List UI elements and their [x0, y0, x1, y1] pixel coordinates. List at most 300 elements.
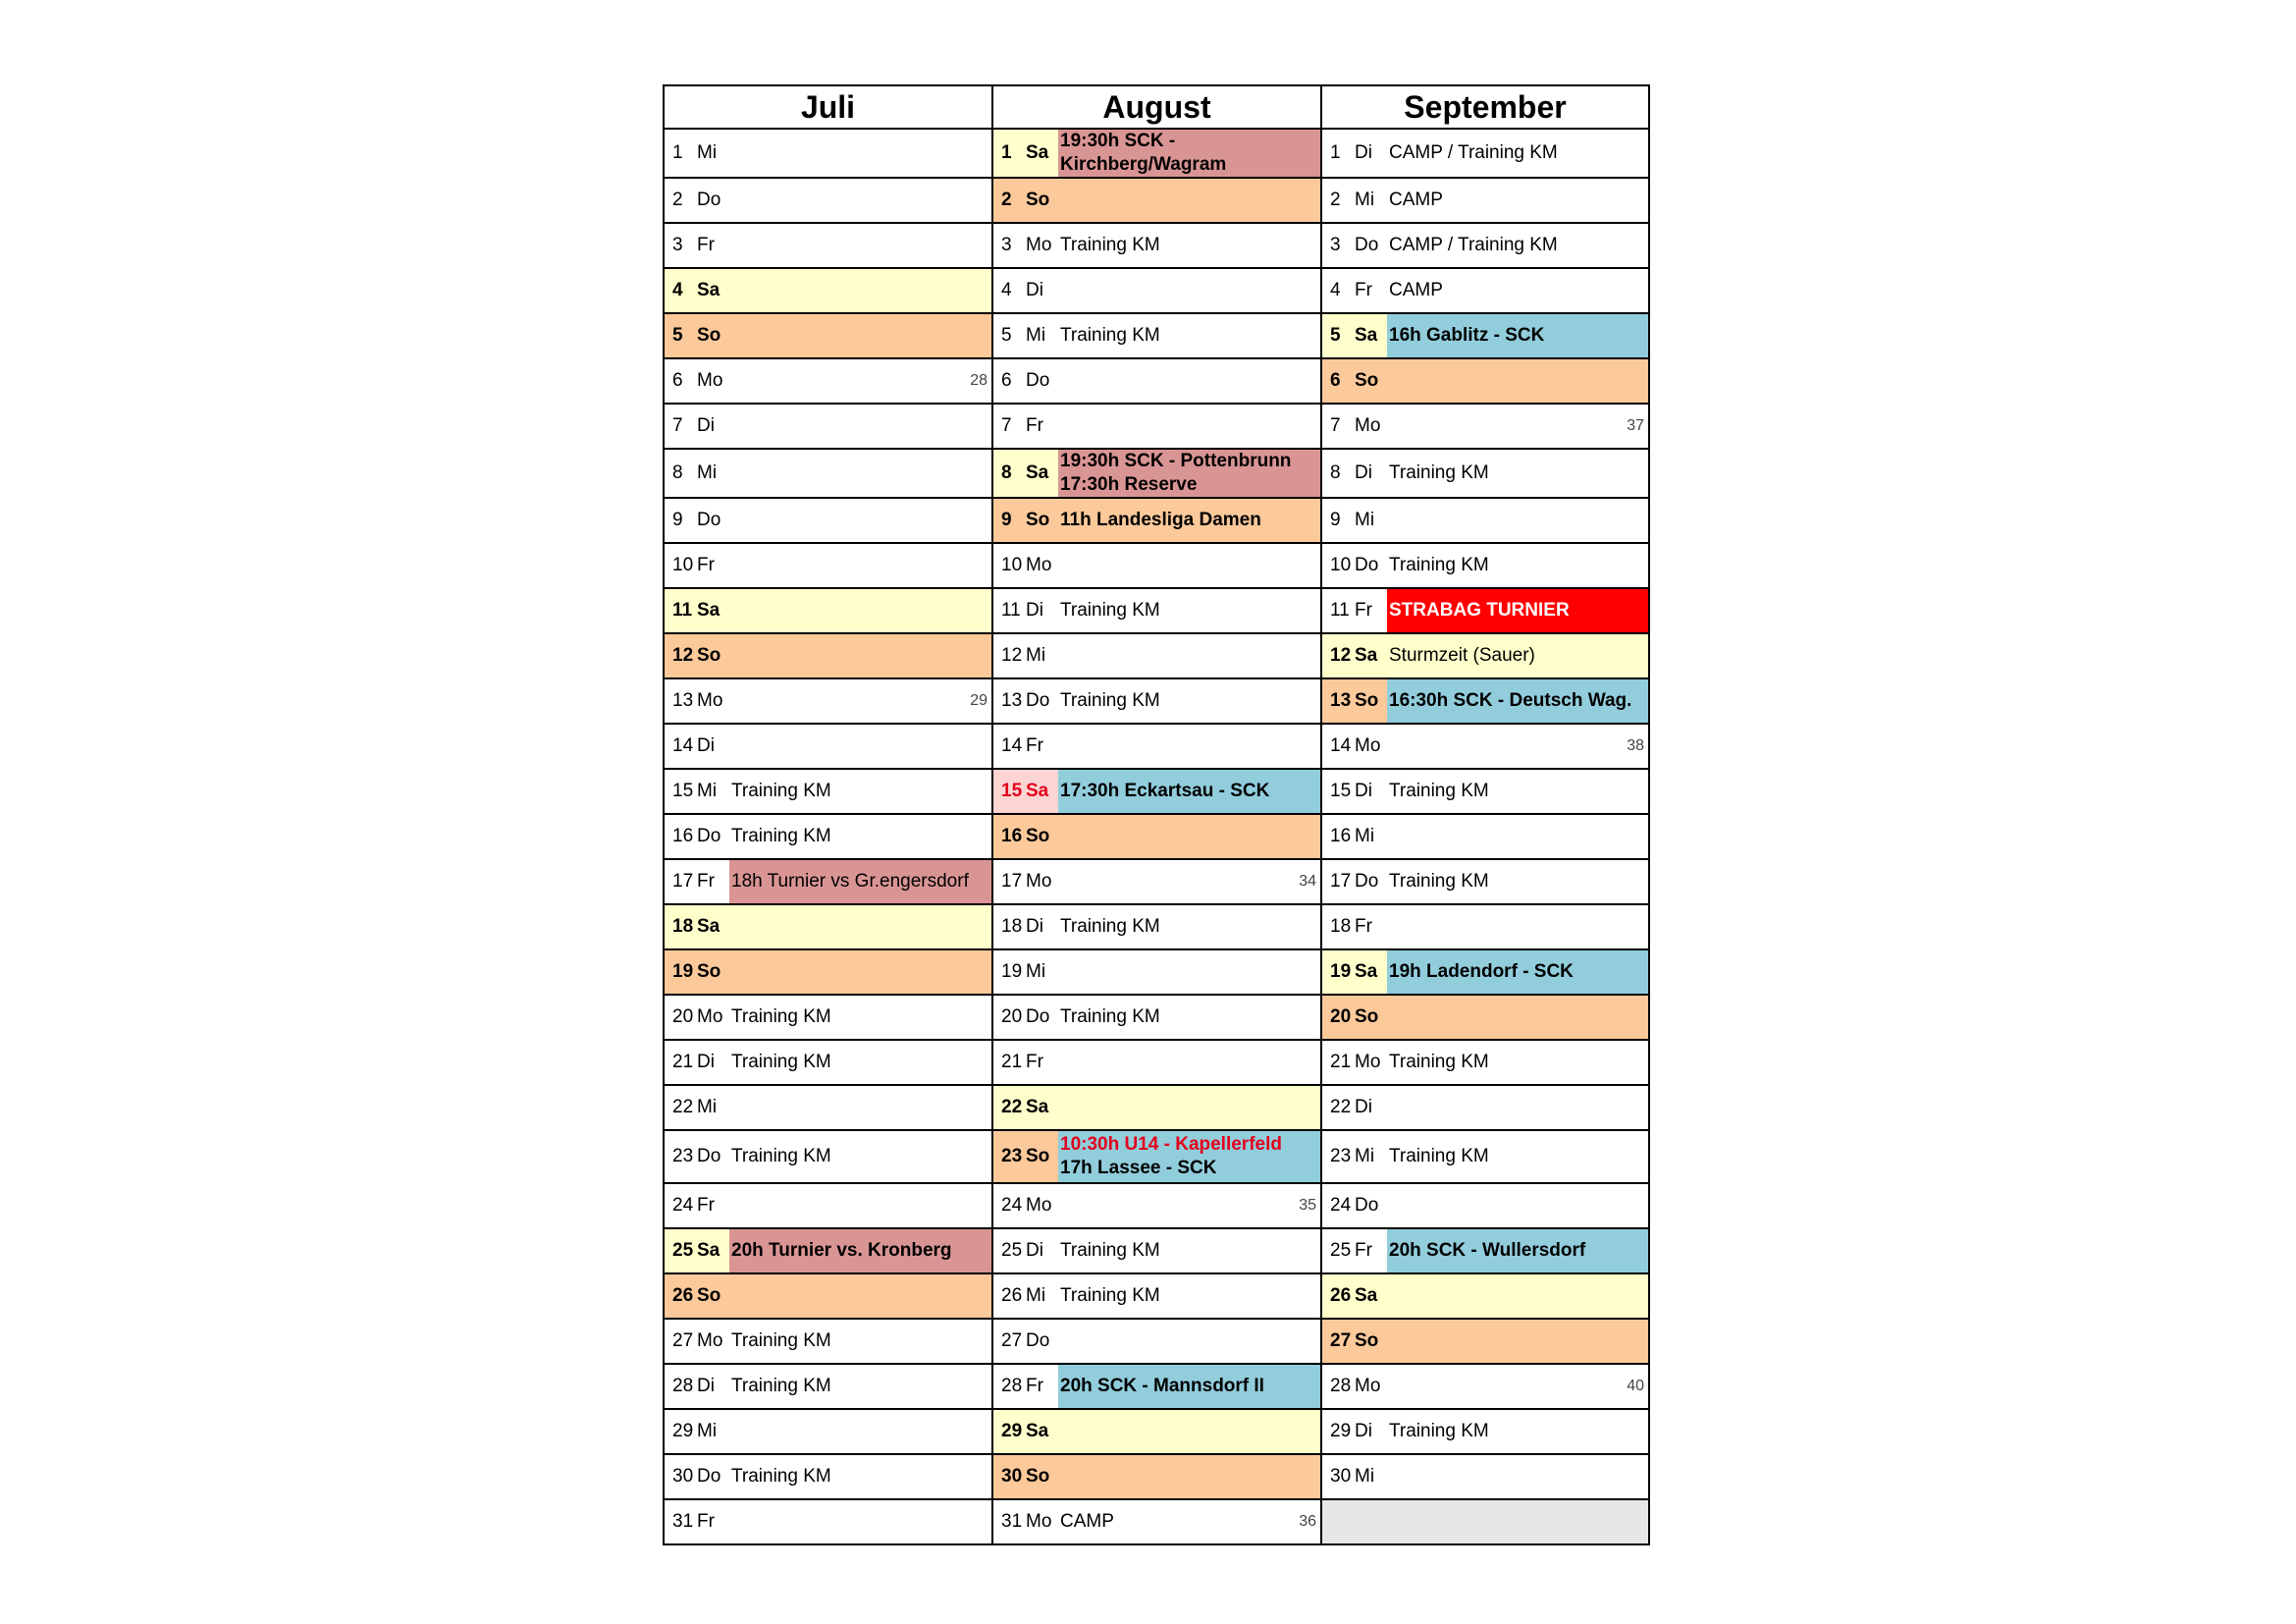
- event-cell: [1058, 679, 1320, 723]
- event-cell: [1058, 1365, 1320, 1408]
- weekday-name: Mi: [697, 142, 718, 163]
- day-label: [1322, 1041, 1387, 1084]
- weekday-name: Mo: [697, 1006, 723, 1027]
- weekday-name: Sa: [1355, 325, 1378, 346]
- event-text: Training KM: [731, 1006, 831, 1027]
- day-cell: [991, 1410, 1320, 1455]
- day-number: 23: [1330, 1146, 1352, 1166]
- day-number: 17: [1330, 871, 1352, 892]
- weekday-name: Do: [1355, 1195, 1379, 1216]
- day-label: [993, 815, 1058, 858]
- day-number: 25: [672, 1240, 694, 1261]
- day-cell: [663, 1086, 991, 1131]
- day-number: 29: [672, 1421, 694, 1441]
- day-number: 24: [1001, 1195, 1023, 1216]
- day-label: [665, 1365, 729, 1408]
- day-number: 17: [1001, 871, 1023, 892]
- day-number: 7: [1330, 415, 1341, 436]
- event-text: Training KM: [731, 1052, 831, 1072]
- day-label: [665, 725, 729, 768]
- day-label: [665, 1229, 729, 1272]
- event-cell: [1387, 359, 1648, 403]
- event-cell: [1058, 1229, 1320, 1272]
- day-number: 20: [1330, 1006, 1352, 1027]
- event-cell: [729, 450, 991, 497]
- day-cell: [663, 544, 991, 589]
- event-cell: [1058, 450, 1320, 497]
- event-text: 10:30h U14 - Kapellerfeld: [1060, 1134, 1282, 1155]
- event-text: STRABAG TURNIER: [1389, 600, 1570, 621]
- weekday-name: Mi: [697, 462, 718, 483]
- weekday-name: So: [1026, 1146, 1050, 1166]
- week-number: 38: [1627, 737, 1644, 754]
- weekday-name: Sa: [1026, 1421, 1049, 1441]
- day-number: 3: [672, 235, 683, 255]
- day-label: [665, 996, 729, 1039]
- event-text: 17:30h Eckartsau - SCK: [1060, 781, 1270, 801]
- day-number: 4: [672, 280, 683, 300]
- weekday-name: Mi: [697, 1421, 718, 1441]
- calendar-row: [663, 1184, 1650, 1229]
- calendar-row: [663, 950, 1650, 996]
- weekday-name: So: [1026, 510, 1050, 530]
- event-cell: [729, 130, 991, 177]
- day-label: [993, 269, 1058, 312]
- weekday-name: Di: [1355, 462, 1372, 483]
- day-label: [665, 544, 729, 587]
- day-number: 19: [1330, 961, 1352, 982]
- event-text: CAMP: [1389, 189, 1443, 210]
- day-cell: [991, 314, 1320, 359]
- day-label: [993, 1229, 1058, 1272]
- calendar-table: [663, 84, 1650, 1545]
- calendar-row: [663, 269, 1650, 314]
- calendar-row: [663, 1455, 1650, 1500]
- event-cell: [1058, 1131, 1320, 1182]
- event-cell: [729, 224, 991, 267]
- day-cell: [991, 450, 1320, 499]
- event-cell: [1058, 1274, 1320, 1318]
- day-number: 9: [1330, 510, 1341, 530]
- day-cell: [663, 905, 991, 950]
- day-cell: [663, 679, 991, 725]
- event-cell: [729, 544, 991, 587]
- event-cell: [1387, 950, 1648, 994]
- event-cell: [729, 359, 991, 403]
- calendar-row: [663, 679, 1650, 725]
- calendar-row: [663, 224, 1650, 269]
- day-number: 12: [672, 645, 694, 666]
- calendar-row: [663, 450, 1650, 499]
- week-number: 34: [1299, 873, 1316, 890]
- weekday-name: Do: [1355, 555, 1379, 575]
- day-cell: [663, 499, 991, 544]
- weekday-name: Sa: [1026, 462, 1049, 483]
- day-cell: [991, 905, 1320, 950]
- day-number: 5: [1330, 325, 1341, 346]
- calendar-row: [663, 544, 1650, 589]
- day-cell: [1320, 1184, 1650, 1229]
- day-number: 25: [1330, 1240, 1352, 1261]
- weekday-name: Do: [697, 189, 721, 210]
- day-number: 22: [1330, 1097, 1352, 1117]
- day-cell: [1320, 770, 1650, 815]
- day-label: [1322, 905, 1387, 948]
- day-number: 6: [1001, 370, 1012, 391]
- day-cell: [1320, 1274, 1650, 1320]
- day-label: [1322, 405, 1387, 448]
- day-number: 2: [1330, 189, 1341, 210]
- day-number: 2: [1001, 189, 1012, 210]
- day-label: [1322, 359, 1387, 403]
- day-cell: [663, 1500, 991, 1545]
- weekday-name: Mi: [1355, 1146, 1375, 1166]
- day-number: 24: [672, 1195, 694, 1216]
- event-text: Training KM: [1060, 1006, 1160, 1027]
- calendar-row: [663, 634, 1650, 679]
- day-number: 16: [1330, 826, 1352, 846]
- event-text: Training KM: [1389, 555, 1489, 575]
- day-number: 1: [1330, 142, 1341, 163]
- day-number: 11: [672, 600, 693, 621]
- day-cell: [991, 405, 1320, 450]
- day-label: [1322, 1320, 1387, 1363]
- day-number: 4: [1330, 280, 1341, 300]
- event-cell: [729, 179, 991, 222]
- day-number: 5: [672, 325, 683, 346]
- event-cell: [1058, 359, 1320, 403]
- day-cell: [663, 224, 991, 269]
- day-cell: [991, 1320, 1320, 1365]
- month-header-row: [663, 84, 1650, 130]
- event-cell: [1058, 815, 1320, 858]
- day-label: [665, 679, 729, 723]
- weekday-name: Di: [1355, 781, 1372, 801]
- day-label: [993, 499, 1058, 542]
- event-cell: [1387, 860, 1648, 903]
- day-label: [993, 544, 1058, 587]
- weekday-name: Mo: [697, 370, 723, 391]
- day-cell: [991, 1131, 1320, 1184]
- day-cell: [1320, 1131, 1650, 1184]
- day-cell: [991, 1455, 1320, 1500]
- day-number: 19: [1001, 961, 1023, 982]
- day-cell: [663, 1320, 991, 1365]
- event-cell: [1058, 1184, 1320, 1227]
- event-cell: [1387, 224, 1648, 267]
- event-text: 19:30h SCK - Kirchberg/Wagram: [1060, 131, 1227, 175]
- event-cell: [729, 1320, 991, 1363]
- day-cell: [1320, 815, 1650, 860]
- day-label: [993, 314, 1058, 357]
- day-number: 14: [1001, 735, 1023, 756]
- day-cell: [1320, 359, 1650, 405]
- event-cell: [729, 405, 991, 448]
- weekday-name: Sa: [697, 280, 721, 300]
- event-cell: [1058, 1455, 1320, 1498]
- day-cell: [1320, 179, 1650, 224]
- weekday-name: Di: [697, 735, 715, 756]
- weekday-name: Do: [1026, 690, 1050, 711]
- calendar-row: [663, 1500, 1650, 1545]
- day-cell: [991, 679, 1320, 725]
- month-header-september: September: [1320, 84, 1650, 130]
- calendar-row: [663, 725, 1650, 770]
- event-cell: [729, 725, 991, 768]
- day-label: [665, 950, 729, 994]
- event-text: Training KM: [1060, 1285, 1160, 1306]
- month-header-juli: Juli: [663, 84, 991, 130]
- event-cell: [1058, 224, 1320, 267]
- day-cell: [991, 1365, 1320, 1410]
- day-cell: [663, 815, 991, 860]
- event-cell: [1387, 634, 1648, 677]
- day-cell: [1320, 314, 1650, 359]
- day-number: 3: [1330, 235, 1341, 255]
- day-label: [665, 359, 729, 403]
- day-cell: [663, 1041, 991, 1086]
- day-label: [665, 770, 729, 813]
- weekday-name: Fr: [1355, 280, 1372, 300]
- day-number: 1: [672, 142, 683, 163]
- day-label: [1322, 544, 1387, 587]
- day-cell: [663, 1229, 991, 1274]
- day-label: [993, 1041, 1058, 1084]
- weekday-name: Sa: [1026, 142, 1049, 163]
- calendar-row: [663, 499, 1650, 544]
- event-text: 16:30h SCK - Deutsch Wag.: [1389, 690, 1632, 711]
- weekday-name: So: [697, 645, 721, 666]
- event-cell: [1058, 996, 1320, 1039]
- weekday-name: Do: [1026, 1006, 1050, 1027]
- day-number: 13: [672, 690, 694, 711]
- day-cell: [991, 634, 1320, 679]
- day-number: 22: [672, 1097, 694, 1117]
- event-text: Training KM: [1389, 1146, 1489, 1166]
- day-cell: [1320, 996, 1650, 1041]
- calendar-row: [663, 589, 1650, 634]
- event-text: Training KM: [1060, 325, 1160, 346]
- day-label: [665, 860, 729, 903]
- day-label: [665, 589, 729, 632]
- day-cell: [663, 770, 991, 815]
- event-cell: [729, 679, 991, 723]
- day-label: [665, 1184, 729, 1227]
- event-cell: [729, 1365, 991, 1408]
- weekday-name: Fr: [697, 555, 715, 575]
- event-text: Training KM: [1060, 235, 1160, 255]
- month-header-august: August: [991, 84, 1320, 130]
- day-label: [993, 905, 1058, 948]
- day-label: [993, 770, 1058, 813]
- event-text: Training KM: [1060, 690, 1160, 711]
- day-label: [993, 1184, 1058, 1227]
- day-number: 27: [672, 1330, 694, 1351]
- weekday-name: Sa: [1355, 961, 1378, 982]
- day-cell: [1320, 224, 1650, 269]
- day-cell: [663, 359, 991, 405]
- event-cell: [1387, 499, 1648, 542]
- day-cell: [991, 996, 1320, 1041]
- day-cell: [991, 130, 1320, 179]
- day-number: 24: [1330, 1195, 1352, 1216]
- day-number: 27: [1330, 1330, 1352, 1351]
- day-label: [665, 1041, 729, 1084]
- event-text: 18h Turnier vs Gr.engersdorf: [731, 871, 969, 892]
- day-label: [993, 450, 1058, 497]
- day-number: 28: [672, 1376, 694, 1396]
- day-cell: [1320, 1229, 1650, 1274]
- weekday-name: Di: [697, 1052, 715, 1072]
- day-label: [1322, 269, 1387, 312]
- day-label: [993, 405, 1058, 448]
- calendar-row: [663, 1041, 1650, 1086]
- weekday-name: Fr: [697, 235, 715, 255]
- event-text: 17h Lassee - SCK: [1060, 1158, 1217, 1178]
- event-cell: [729, 996, 991, 1039]
- day-number: 7: [1001, 415, 1012, 436]
- day-cell: [663, 1410, 991, 1455]
- day-label: [1322, 1184, 1387, 1227]
- calendar-row: [663, 1274, 1650, 1320]
- day-number: 18: [1001, 916, 1023, 937]
- event-cell: [729, 1410, 991, 1453]
- calendar-row: [663, 860, 1650, 905]
- weekday-name: Mi: [1355, 826, 1375, 846]
- week-number: 40: [1627, 1378, 1644, 1394]
- event-text: Training KM: [1389, 781, 1489, 801]
- calendar-row: [663, 314, 1650, 359]
- weekday-name: Mi: [1355, 189, 1375, 210]
- event-cell: [1387, 905, 1648, 948]
- day-number: 9: [1001, 510, 1012, 530]
- day-number: 10: [1330, 555, 1352, 575]
- event-text: Training KM: [1389, 462, 1489, 483]
- event-text: Training KM: [1060, 916, 1160, 937]
- day-cell: [991, 1500, 1320, 1545]
- day-number: 19: [672, 961, 694, 982]
- day-number: 4: [1001, 280, 1012, 300]
- day-label: [993, 589, 1058, 632]
- event-cell: [1058, 770, 1320, 813]
- calendar-row: [663, 359, 1650, 405]
- day-label: [1322, 996, 1387, 1039]
- day-label: [993, 359, 1058, 403]
- weekday-name: Sa: [1026, 1097, 1049, 1117]
- weekday-name: Mi: [697, 781, 718, 801]
- weekday-name: Fr: [1026, 735, 1043, 756]
- event-text: 20h Turnier vs. Kronberg: [731, 1240, 952, 1261]
- calendar-row: [663, 179, 1650, 224]
- day-cell: [991, 1184, 1320, 1229]
- event-cell: [1058, 725, 1320, 768]
- event-cell: [729, 1455, 991, 1498]
- event-cell: [1387, 1086, 1648, 1129]
- event-cell: [1058, 634, 1320, 677]
- weekday-name: Mo: [1355, 735, 1381, 756]
- empty-cell: [1320, 1500, 1650, 1545]
- event-cell: [1387, 130, 1648, 177]
- day-number: 16: [672, 826, 694, 846]
- day-number: 6: [672, 370, 683, 391]
- event-cell: [1058, 314, 1320, 357]
- day-label: [993, 1410, 1058, 1453]
- week-number: 37: [1627, 417, 1644, 434]
- event-cell: [729, 589, 991, 632]
- day-cell: [1320, 544, 1650, 589]
- calendar-row: [663, 405, 1650, 450]
- event-text: Training KM: [1060, 600, 1160, 621]
- day-label: [1322, 950, 1387, 994]
- weekday-name: Sa: [697, 916, 721, 937]
- day-label: [1322, 1365, 1387, 1408]
- week-number: 35: [1299, 1197, 1316, 1214]
- day-number: 27: [1001, 1330, 1023, 1351]
- day-cell: [991, 950, 1320, 996]
- day-number: 14: [1330, 735, 1352, 756]
- event-text: Training KM: [731, 1466, 831, 1487]
- event-cell: [729, 1041, 991, 1084]
- day-cell: [1320, 679, 1650, 725]
- day-cell: [991, 179, 1320, 224]
- calendar-row: [663, 1229, 1650, 1274]
- calendar-row: [663, 905, 1650, 950]
- day-cell: [663, 450, 991, 499]
- day-number: 13: [1001, 690, 1023, 711]
- day-cell: [1320, 905, 1650, 950]
- day-number: 9: [672, 510, 683, 530]
- event-cell: [1058, 1041, 1320, 1084]
- weekday-name: Do: [697, 510, 721, 530]
- weekday-name: So: [1026, 1466, 1050, 1487]
- day-label: [665, 1320, 729, 1363]
- day-number: 12: [1001, 645, 1023, 666]
- day-cell: [991, 544, 1320, 589]
- day-label: [665, 1410, 729, 1453]
- event-cell: [729, 499, 991, 542]
- event-cell: [1058, 405, 1320, 448]
- event-cell: [729, 1184, 991, 1227]
- day-number: 20: [672, 1006, 694, 1027]
- day-cell: [1320, 130, 1650, 179]
- day-cell: [991, 770, 1320, 815]
- event-text: Training KM: [1389, 871, 1489, 892]
- day-cell: [991, 860, 1320, 905]
- event-cell: [1387, 815, 1648, 858]
- day-label: [1322, 224, 1387, 267]
- day-cell: [991, 359, 1320, 405]
- day-number: 30: [1330, 1466, 1352, 1487]
- event-text: 19h Ladendorf - SCK: [1389, 961, 1574, 982]
- weekday-name: Fr: [697, 871, 715, 892]
- event-text: Training KM: [1389, 1052, 1489, 1072]
- day-number: 23: [1001, 1146, 1023, 1166]
- event-cell: [1387, 1410, 1648, 1453]
- day-label: [993, 725, 1058, 768]
- day-label: [1322, 679, 1387, 723]
- event-cell: [729, 950, 991, 994]
- event-cell: [1387, 1229, 1648, 1272]
- week-number: 29: [970, 692, 988, 709]
- day-number: 15: [672, 781, 694, 801]
- day-number: 14: [672, 735, 694, 756]
- day-number: 22: [1001, 1097, 1023, 1117]
- day-label: [993, 950, 1058, 994]
- event-text: Training KM: [731, 1146, 831, 1166]
- weekday-name: Do: [1355, 871, 1379, 892]
- day-label: [1322, 179, 1387, 222]
- day-cell: [991, 725, 1320, 770]
